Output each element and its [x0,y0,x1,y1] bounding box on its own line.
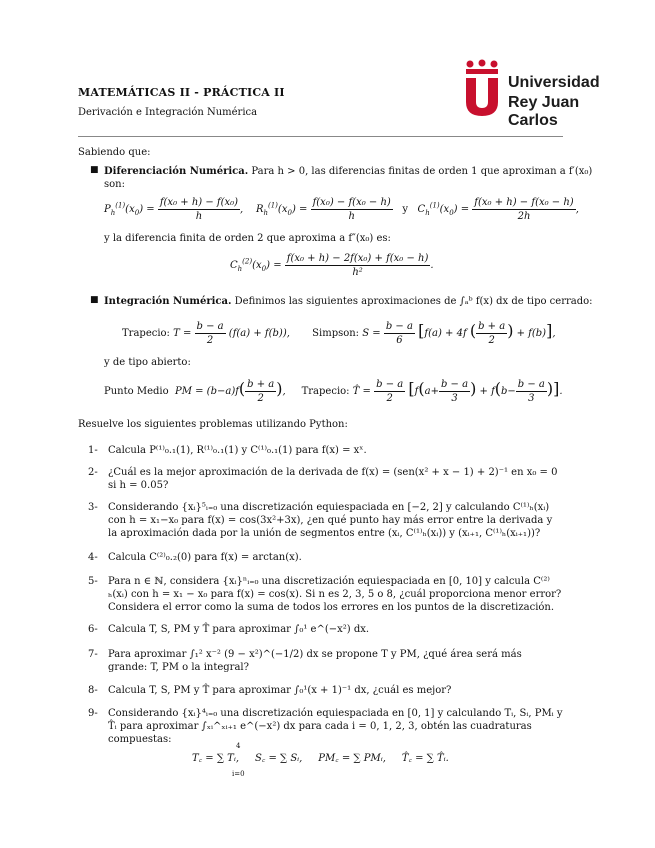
problem-number: 8- [88,685,98,696]
problem-number: 2- [88,467,98,478]
problem-number: 1- [88,445,98,456]
problem-8: Calcula T, S, PM y T̂ para aproximar ∫₀¹(x + 1)⁻¹ dx, ¿cuál es mejor? [108,685,452,696]
university-name-line1: Universidad [508,74,600,91]
problem-number: 5- [88,576,98,587]
problem-9: Considerando {xᵢ}⁴ᵢ₌₀ una discretización equiespaciada en [0, 1] y calculando Tᵢ, Sᵢ, PMᵢ y T̂ᵢ para aproximar ∫ₓᵢ^ₓᵢ₊₁ e^(−x²) dx para cada i = 0, 1, 2, 3, obtén las cuadraturas compuestas: [108,708,563,745]
problem-1: Calcula P⁽¹⁾₀.₁(1), R⁽¹⁾₀.₁(1) y C⁽¹⁾₀.₁(1) para f(x) = xˣ. [108,445,367,456]
c-symbol: C [417,204,426,215]
frac-c: $\frac{\text{f(x₀ + h) − f(x₀ − h)}}{2h}$ [474,197,574,222]
header-divider [78,136,563,137]
pm-label: Punto Medio [104,386,169,397]
diff-formula-2: $C_h^{(2)}(x_0)$ = $\frac{\text{f(x₀ + h) − 2f(x₀) + f(x₀ − h)}}{\text{h²}}$ . [230,253,434,278]
urjc-emblem-icon [460,58,506,118]
university-name-line2: Rey Juan Carlos [508,94,580,129]
problem-4: Calcula C⁽²⁾₀.₂(0) para f(x) = arctan(x). [108,552,302,563]
bullet-icon: ■ [90,295,99,305]
sc-formula: S꜀ = ∑ Sᵢ, [254,753,303,764]
bullet-icon: ■ [90,165,99,175]
thc-formula: T̂꜀ = ∑ T̂ᵢ. [401,753,449,764]
composite-formulas [192,752,449,765]
simpson-label: Simpson: [312,328,360,339]
problem-6: Calcula T, S, PM y T̂ para aproximar ∫₀¹ e^(−x²) dx. [108,624,370,635]
sum-lower-limit: i=0 [232,770,245,778]
problem-5: Para n ∈ ℕ, considera {xᵢ}ⁿᵢ₌₀ una discretización equiespaciada en [0, 10] y calcula C⁽²⁾ₕ(xᵢ) con h = x₁ − x₀ para f(x) = cos(x). Si n es 2, 3, 5 o 8, ¿cuál proporciona menor error? Considera el error como la suma de todos los errores en los puntos de la discretización. [108,576,562,613]
diff-formulas: $P_h^{(1)}(x_0)$ = $\frac{\text{f(x₀ + h) − f(x₀)}}{h}$ , $R_h^{(1)}(x_0)$ = $\frac{\text{f(x₀) − f(x₀ − h)}}{h}$ y $C_h^{(1)}(x_0)$ = $\frac{\text{f(x₀ + h) − f(x₀ − h)}}{2h}$ , [104,197,579,222]
closed-formulas: Trapecio: T = $\frac{b - a}{2}$ (f(a) + f(b)), Simpson: S = $\frac{b - a}{6}$ [f(a) + 4f ( $\frac{b + a}{2}$ ) + f(b)], [122,321,556,346]
document-title: MATEMÁTICAS II - PRÁCTICA II [78,86,285,99]
diff-text: Para h > 0, las diferencias finitas de orden 1 que aproximan a f′(x₀) [251,166,593,177]
conj-y: y [402,204,408,215]
university-logo [460,58,630,129]
problem-number: 4- [88,552,98,563]
diff-text2: y la diferencia finita de orden 2 que aproxima a f″(x₀) es: [104,233,391,244]
open-formulas: Punto Medio PM = (b−a)f( $\frac{b + a}{2}$ ), Trapecio: T̂ = $\frac{b - a}{2}$ [f(a+ $\frac{b - a}{3}$ ) + f(b− $\frac{b - a}{3}$ )]. [104,379,563,404]
integ-heading: Integración Numérica. [104,296,232,307]
problem-7: Para aproximar ∫₁² x⁻² (9 − x²)^(−1/2) dx se propone T y PM, ¿qué área será más grande: T, PM o la integral? [108,649,522,673]
problem-number: 6- [88,624,98,635]
integ-text2: y de tipo abierto: [104,357,191,368]
trapecio-label: Trapecio: [122,328,170,339]
pmc-formula: PM꜀ = ∑ PMᵢ, [318,753,386,764]
p-symbol: P [104,204,111,215]
intro-text: Sabiendo que: [78,147,151,158]
problem-number: 9- [88,708,98,719]
diff-heading: Diferenciación Numérica. [104,166,249,177]
diff-paragraph [104,165,592,178]
frac-r: $\frac{\text{f(x₀) − f(x₀ − h)}}{h}$ [312,197,391,222]
problem-number: 7- [88,649,98,660]
sum-upper-limit: 4 [236,742,241,750]
integ-paragraph [104,295,593,308]
r-symbol: R [255,204,264,215]
diff-text-cont: son: [104,179,125,190]
integ-text: Definimos las siguientes aproximaciones de ∫ₐᵇ f(x) dx de tipo cerrado: [234,296,593,307]
document-subtitle: Derivación e Integración Numérica [78,107,258,118]
resuelve-text: Resuelve los siguientes problemas utilizando Python: [78,419,348,430]
problem-3: Considerando {xᵢ}⁵ᵢ₌₀ una discretización equiespaciada en [−2, 2] y calculando C⁽¹⁾ₕ(xᵢ) con h = x₁−x₀ para f(x) = cos(3x²+3x), ¿en qué punto hay más error entre la derivada y la aproximación dada por la unión de segmentos entre (xᵢ, C⁽¹⁾ₕ(xᵢ)) y (xᵢ₊₁, C⁽¹⁾ₕ(xᵢ₊₁))? [108,502,553,539]
problem-number: 3- [88,502,98,513]
tc-formula: T꜀ = ∑ Tᵢ, [192,753,240,764]
problem-2: ¿Cuál es la mejor aproximación de la derivada de f(x) = (sen(x² + x − 1) + 2)⁻¹ en x₀ = 0 si h = 0.05? [108,467,558,491]
trapecio2-label: Trapecio: [301,386,350,397]
frac-p: $\frac{\text{f(x₀ + h) − f(x₀)}}{h}$ [159,197,239,222]
frac-c2: $\frac{\text{f(x₀ + h) − 2f(x₀) + f(x₀ − h)}}{\text{h²}}$ [286,253,429,278]
